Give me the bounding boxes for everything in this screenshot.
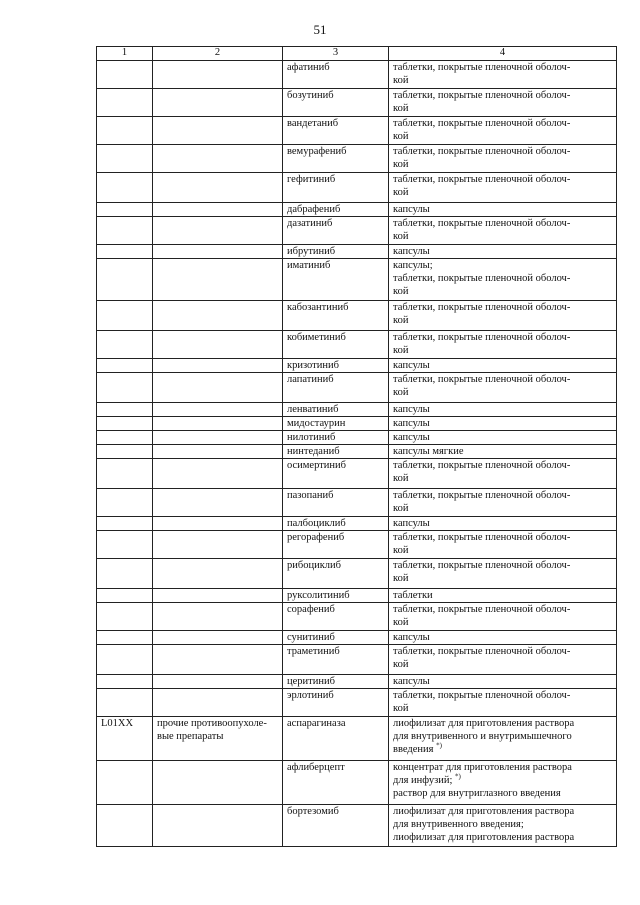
group-name-cell bbox=[153, 689, 283, 717]
table-row bbox=[97, 245, 617, 259]
drug-name-cell: церитиниб bbox=[283, 675, 389, 689]
table-row bbox=[97, 145, 617, 173]
group-name-cell bbox=[153, 217, 283, 245]
drug-name-cell: рибоциклиб bbox=[283, 559, 389, 589]
atc-code-cell bbox=[97, 431, 153, 445]
dosage-form-cell: таблетки, покрытые пленочной оболоч- кой bbox=[389, 331, 617, 359]
dosage-form-cell: таблетки bbox=[389, 589, 617, 603]
table-row bbox=[97, 531, 617, 559]
group-name-cell bbox=[153, 301, 283, 331]
group-name-cell bbox=[153, 445, 283, 459]
group-name-cell bbox=[153, 417, 283, 431]
drug-name-cell: гефитиниб bbox=[283, 173, 389, 203]
atc-code-cell: L01XX bbox=[97, 717, 153, 761]
atc-code-cell bbox=[97, 331, 153, 359]
drug-table bbox=[96, 46, 617, 847]
atc-code-cell bbox=[97, 89, 153, 117]
drug-name-cell: мидостаурин bbox=[283, 417, 389, 431]
dosage-form-cell: таблетки, покрытые пленочной оболоч- кой bbox=[389, 61, 617, 89]
dosage-form-cell: капсулы bbox=[389, 203, 617, 217]
group-name-cell bbox=[153, 359, 283, 373]
atc-code-cell bbox=[97, 603, 153, 631]
atc-code-cell bbox=[97, 531, 153, 559]
atc-code-cell bbox=[97, 805, 153, 847]
drug-name-cell: вемурафениб bbox=[283, 145, 389, 173]
group-name-cell bbox=[153, 489, 283, 517]
group-name-cell bbox=[153, 403, 283, 417]
group-name-cell bbox=[153, 145, 283, 173]
group-name-cell bbox=[153, 61, 283, 89]
group-name-cell bbox=[153, 761, 283, 805]
atc-code-cell bbox=[97, 675, 153, 689]
header-row bbox=[97, 47, 617, 61]
drug-name-cell: ленватиниб bbox=[283, 403, 389, 417]
table-row bbox=[97, 459, 617, 489]
table-row bbox=[97, 301, 617, 331]
atc-code-cell bbox=[97, 689, 153, 717]
table-row bbox=[97, 89, 617, 117]
dosage-form-cell: капсулы bbox=[389, 403, 617, 417]
drug-name-cell: аспарагиназа bbox=[283, 717, 389, 761]
drug-name-cell: траметиниб bbox=[283, 645, 389, 675]
group-name-cell bbox=[153, 603, 283, 631]
dosage-form-cell: таблетки, покрытые пленочной оболоч- кой bbox=[389, 459, 617, 489]
dosage-form-cell: концентрат для приготовления раствора для инфузий; *) раствор для внутриглазного введения bbox=[389, 761, 617, 805]
group-name-cell bbox=[153, 203, 283, 217]
atc-code-cell bbox=[97, 489, 153, 517]
group-name-cell bbox=[153, 117, 283, 145]
atc-code-cell bbox=[97, 117, 153, 145]
table-row bbox=[97, 675, 617, 689]
drug-name-cell: лапатиниб bbox=[283, 373, 389, 403]
drug-name-cell: кобиметиниб bbox=[283, 331, 389, 359]
drug-name-cell: руксолитиниб bbox=[283, 589, 389, 603]
atc-code-cell bbox=[97, 259, 153, 301]
page-number: 51 bbox=[313, 22, 327, 37]
dosage-form-cell: таблетки, покрытые пленочной оболоч- кой bbox=[389, 301, 617, 331]
group-name-cell bbox=[153, 589, 283, 603]
group-name-cell bbox=[153, 431, 283, 445]
table-row bbox=[97, 589, 617, 603]
atc-code-cell bbox=[97, 359, 153, 373]
dosage-form-cell: капсулы; таблетки, покрытые пленочной оболоч- кой bbox=[389, 259, 617, 301]
group-name-cell bbox=[153, 675, 283, 689]
atc-code-cell bbox=[97, 373, 153, 403]
dosage-form-cell: таблетки, покрытые пленочной оболоч- кой bbox=[389, 117, 617, 145]
group-name-cell bbox=[153, 631, 283, 645]
dosage-form-cell: капсулы мягкие bbox=[389, 445, 617, 459]
drug-name-cell: вандетаниб bbox=[283, 117, 389, 145]
drug-name-cell: афатиниб bbox=[283, 61, 389, 89]
atc-code-cell bbox=[97, 417, 153, 431]
table-row bbox=[97, 417, 617, 431]
footnote-marker: *) bbox=[436, 741, 442, 750]
drug-name-cell: пазопаниб bbox=[283, 489, 389, 517]
dosage-form-cell: капсулы bbox=[389, 431, 617, 445]
table-row bbox=[97, 403, 617, 417]
group-name-cell bbox=[153, 645, 283, 675]
table-row bbox=[97, 359, 617, 373]
drug-name-cell: афлиберцепт bbox=[283, 761, 389, 805]
dosage-form-cell: капсулы bbox=[389, 245, 617, 259]
drug-name-cell: регорафениб bbox=[283, 531, 389, 559]
group-name-cell: прочие противоопухоле- вые препараты bbox=[153, 717, 283, 761]
group-name-cell bbox=[153, 805, 283, 847]
table-row bbox=[97, 331, 617, 359]
dosage-form-cell: капсулы bbox=[389, 517, 617, 531]
atc-code-cell bbox=[97, 301, 153, 331]
atc-code-cell bbox=[97, 645, 153, 675]
dosage-form-cell: таблетки, покрытые пленочной оболоч- кой bbox=[389, 89, 617, 117]
drug-name-cell: кабозантиниб bbox=[283, 301, 389, 331]
atc-code-cell bbox=[97, 631, 153, 645]
table-row bbox=[97, 761, 617, 805]
table-row bbox=[97, 203, 617, 217]
atc-code-cell bbox=[97, 173, 153, 203]
atc-code-cell bbox=[97, 459, 153, 489]
dosage-form-cell: капсулы bbox=[389, 417, 617, 431]
dosage-form-cell: лиофилизат для приготовления раствора для внутривенного и внутримышечного введения *) bbox=[389, 717, 617, 761]
group-name-cell bbox=[153, 89, 283, 117]
table-row bbox=[97, 645, 617, 675]
table-row bbox=[97, 373, 617, 403]
drug-name-cell: осимертиниб bbox=[283, 459, 389, 489]
atc-code-cell bbox=[97, 217, 153, 245]
atc-code-cell bbox=[97, 589, 153, 603]
group-name-cell bbox=[153, 373, 283, 403]
dosage-form-cell: капсулы bbox=[389, 631, 617, 645]
table-row bbox=[97, 445, 617, 459]
drug-name-cell: кризотиниб bbox=[283, 359, 389, 373]
group-name-cell bbox=[153, 245, 283, 259]
table-row bbox=[97, 517, 617, 531]
dosage-form-cell: таблетки, покрытые пленочной оболоч- кой bbox=[389, 173, 617, 203]
atc-code-cell bbox=[97, 403, 153, 417]
atc-code-cell bbox=[97, 445, 153, 459]
table-row bbox=[97, 217, 617, 245]
dosage-form-cell: таблетки, покрытые пленочной оболоч- кой bbox=[389, 489, 617, 517]
dosage-form-cell: таблетки, покрытые пленочной оболоч- кой bbox=[389, 603, 617, 631]
drug-name-cell: бозутиниб bbox=[283, 89, 389, 117]
table-row bbox=[97, 631, 617, 645]
dosage-form-cell: таблетки, покрытые пленочной оболоч- кой bbox=[389, 689, 617, 717]
atc-code-cell bbox=[97, 203, 153, 217]
group-name-cell bbox=[153, 459, 283, 489]
atc-code-cell bbox=[97, 245, 153, 259]
group-name-cell bbox=[153, 331, 283, 359]
table-row bbox=[97, 61, 617, 89]
table-row bbox=[97, 689, 617, 717]
header-col-3: 3 bbox=[283, 47, 389, 61]
table-row bbox=[97, 805, 617, 847]
header-col-4: 4 bbox=[389, 47, 617, 61]
header-col-2: 2 bbox=[153, 47, 283, 61]
dosage-form-cell: таблетки, покрытые пленочной оболоч- кой bbox=[389, 373, 617, 403]
header-col-1: 1 bbox=[97, 47, 153, 61]
group-name-cell bbox=[153, 259, 283, 301]
table-row bbox=[97, 173, 617, 203]
dosage-form-cell: таблетки, покрытые пленочной оболоч- кой bbox=[389, 559, 617, 589]
dosage-form-cell: капсулы bbox=[389, 359, 617, 373]
dosage-form-cell: таблетки, покрытые пленочной оболоч- кой bbox=[389, 145, 617, 173]
drug-name-cell: нилотиниб bbox=[283, 431, 389, 445]
drug-name-cell: дабрафениб bbox=[283, 203, 389, 217]
drug-name-cell: эрлотиниб bbox=[283, 689, 389, 717]
group-name-cell bbox=[153, 173, 283, 203]
drug-name-cell: дазатиниб bbox=[283, 217, 389, 245]
atc-code-cell bbox=[97, 559, 153, 589]
table-body bbox=[97, 61, 617, 847]
drug-name-cell: иматиниб bbox=[283, 259, 389, 301]
footnote-marker: *) bbox=[455, 772, 461, 781]
drug-name-cell: бортезомиб bbox=[283, 805, 389, 847]
group-name-cell bbox=[153, 531, 283, 559]
table-row bbox=[97, 489, 617, 517]
dosage-form-cell: таблетки, покрытые пленочной оболоч- кой bbox=[389, 531, 617, 559]
dosage-form-cell: лиофилизат для приготовления раствора для внутривенного введения; лиофилизат для приготовления раствора bbox=[389, 805, 617, 847]
table-row bbox=[97, 559, 617, 589]
group-name-cell bbox=[153, 517, 283, 531]
drug-name-cell: ибрутиниб bbox=[283, 245, 389, 259]
dosage-form-cell: таблетки, покрытые пленочной оболоч- кой bbox=[389, 217, 617, 245]
drug-name-cell: сорафениб bbox=[283, 603, 389, 631]
dosage-form-cell: таблетки, покрытые пленочной оболоч- кой bbox=[389, 645, 617, 675]
drug-name-cell: сунитиниб bbox=[283, 631, 389, 645]
group-name-cell bbox=[153, 559, 283, 589]
atc-code-cell bbox=[97, 61, 153, 89]
atc-code-cell bbox=[97, 145, 153, 173]
table-row bbox=[97, 431, 617, 445]
drug-name-cell: палбоциклиб bbox=[283, 517, 389, 531]
drug-name-cell: нинтеданиб bbox=[283, 445, 389, 459]
table-row bbox=[97, 117, 617, 145]
atc-code-cell bbox=[97, 761, 153, 805]
atc-code-cell bbox=[97, 517, 153, 531]
dosage-form-cell: капсулы bbox=[389, 675, 617, 689]
table-row bbox=[97, 603, 617, 631]
table-row bbox=[97, 259, 617, 301]
table-row bbox=[97, 717, 617, 761]
